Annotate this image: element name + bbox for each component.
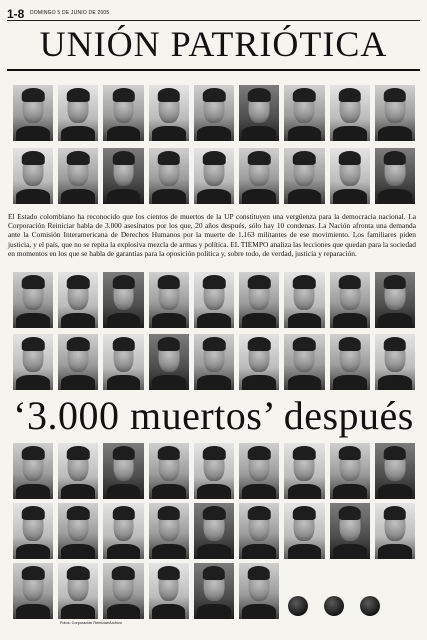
portrait-photo	[58, 563, 98, 619]
portrait-photo	[58, 272, 98, 328]
photo-credit: Fotos: Corporación Reiniciar/Archivo	[60, 621, 122, 625]
portrait-row	[13, 334, 415, 390]
portrait-photo	[13, 85, 53, 141]
portrait-row	[13, 148, 415, 204]
portrait-photo	[194, 148, 234, 204]
portrait-photo	[194, 503, 234, 559]
portrait-photo	[239, 443, 279, 499]
portrait-photo	[330, 148, 370, 204]
portrait-photo	[149, 334, 189, 390]
portrait-photo	[194, 334, 234, 390]
portrait-photo	[284, 85, 324, 141]
bullet-dot-icon	[288, 596, 308, 616]
portrait-photo	[375, 443, 415, 499]
portrait-photo	[194, 85, 234, 141]
portrait-photo	[58, 148, 98, 204]
article-body: El Estado colombiano ha reconocido que los cientos de muertos de la UP constituyen una vergüenza para la democracia nacional. La Corporación Reiniciar habla de 3.000 asesinatos por los que, 20 años después, sólo hay 10 condenas. La Nación afronta una demanda ante la Comisión Interamericana de Derechos Humanos por la muerte de 1.163 militantes de ese movimiento. Los familiares piden justicia, y el país, que no se repita la explosiva mezcla de armas y política. EL TIEMPO analiza las lecciones que quedan para la sociedad en momentos en los que se habla de garantías para la oposición política y, sobre todo, de verdad, justicia y reparación.	[8, 212, 416, 258]
portrait-photo	[103, 148, 143, 204]
bullet-dot-icon	[360, 596, 380, 616]
portrait-photo	[330, 272, 370, 328]
portrait-photo	[284, 334, 324, 390]
portrait-row	[13, 272, 415, 328]
portrait-photo	[149, 85, 189, 141]
portrait-photo	[375, 272, 415, 328]
portrait-photo	[58, 85, 98, 141]
title-rule	[7, 69, 420, 71]
portrait-photo	[58, 503, 98, 559]
portrait-photo	[149, 563, 189, 619]
portrait-photo	[194, 443, 234, 499]
portrait-photo	[103, 443, 143, 499]
portrait-photo	[375, 334, 415, 390]
portrait-photo	[239, 503, 279, 559]
bullet-dot-icon	[324, 596, 344, 616]
portrait-photo	[149, 272, 189, 328]
portrait-row	[13, 443, 415, 499]
portrait-photo	[330, 503, 370, 559]
portrait-photo	[103, 272, 143, 328]
portrait-row	[13, 563, 279, 619]
portrait-photo	[330, 334, 370, 390]
portrait-photo	[239, 85, 279, 141]
portrait-photo	[13, 443, 53, 499]
portrait-photo	[58, 334, 98, 390]
portrait-photo	[284, 503, 324, 559]
section-title: UNIÓN PATRIÓTICA	[39, 24, 388, 64]
portrait-photo	[330, 443, 370, 499]
portrait-photo	[194, 563, 234, 619]
portrait-photo	[330, 85, 370, 141]
portrait-photo	[13, 148, 53, 204]
portrait-photo	[149, 503, 189, 559]
portrait-photo	[239, 148, 279, 204]
portrait-photo	[103, 503, 143, 559]
portrait-photo	[13, 272, 53, 328]
portrait-photo	[13, 563, 53, 619]
portrait-photo	[103, 563, 143, 619]
portrait-photo	[149, 148, 189, 204]
headline: ‘3.000 muertos’ después	[13, 393, 414, 438]
page-number: 1-8	[7, 7, 25, 21]
portrait-photo	[284, 148, 324, 204]
portrait-photo	[375, 148, 415, 204]
portrait-photo	[284, 443, 324, 499]
portrait-photo	[149, 443, 189, 499]
top-rule	[7, 20, 420, 21]
portrait-row	[13, 503, 415, 559]
portrait-photo	[194, 272, 234, 328]
portrait-photo	[239, 272, 279, 328]
dateline: DOMINGO 5 DE JUNIO DE 2005	[30, 10, 110, 16]
portrait-photo	[375, 85, 415, 141]
portrait-photo	[239, 334, 279, 390]
portrait-photo	[13, 503, 53, 559]
portrait-photo	[375, 503, 415, 559]
portrait-row	[13, 85, 415, 141]
portrait-photo	[103, 85, 143, 141]
portrait-photo	[103, 334, 143, 390]
portrait-photo	[58, 443, 98, 499]
portrait-photo	[239, 563, 279, 619]
portrait-photo	[284, 272, 324, 328]
portrait-photo	[13, 334, 53, 390]
